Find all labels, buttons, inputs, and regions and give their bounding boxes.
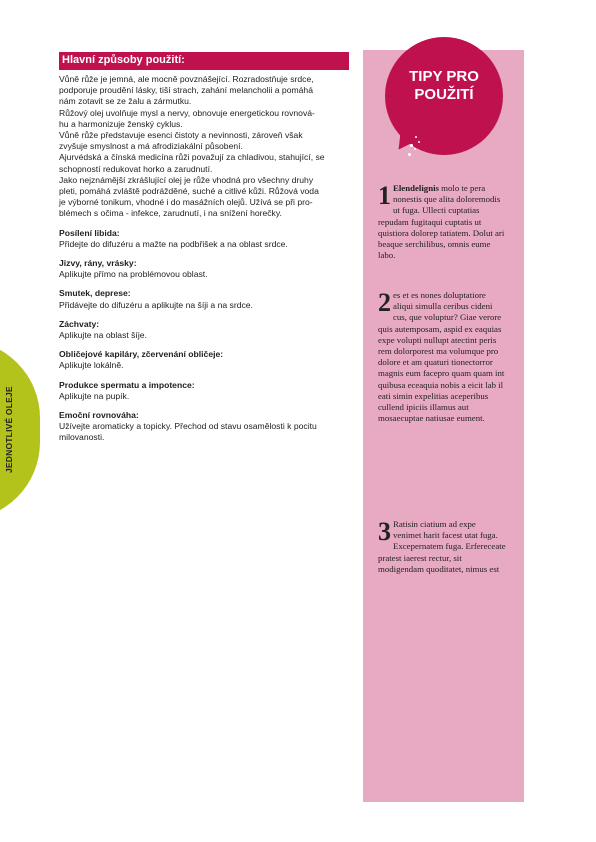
usage-text: Aplikujte na pupík.: [59, 390, 130, 401]
usage-text: Přidejte do difuzéru a mažte na podbřišek a na oblast srdce.: [59, 238, 288, 249]
tip-item: [378, 183, 506, 261]
tips-title-line: TIPY PRO: [409, 68, 479, 85]
usage-heading: Záchvaty:: [59, 318, 100, 329]
intro-line: zvyšuje smyslnost a má afrodiziakální působení.: [59, 141, 243, 152]
intro-line: Růžový olej uvolňuje mysl a nervy, obnovuje energetickou rovnová-: [59, 107, 315, 118]
usage-entry: [59, 410, 349, 444]
usage-entry: [59, 228, 349, 250]
tips-title-line: POUŽITÍ: [414, 86, 474, 103]
usage-heading: Obličejové kapiláry, zčervenání obličeje:: [59, 349, 224, 360]
tips-panel: [363, 50, 524, 802]
sparkle-dot: [418, 141, 420, 143]
usage-text: Aplikujte přímo na problémovou oblast.: [59, 269, 208, 280]
usage-text: Užívejte aromaticky a topicky. Přechod od stavu osamělosti k pocitu milovanosti.: [59, 421, 317, 443]
usage-heading: Jizvy, rány, vrásky:: [59, 258, 137, 269]
tip-item: [378, 519, 506, 575]
usage-heading: Emoční rovnováha:: [59, 410, 139, 421]
sparkle-dot: [410, 144, 413, 147]
tip-text: es et es nones doluptatiore aliqui simulla ceribus cideni cus, que voluptur? Giae verore quis autemposam, aspid ex eaquias expe volupti nullupt atectint peris rem dolorporest ma volumque pro dolore et am quaturi tionectorror magnis eum facepro quam quam int quibusa eceaquia nobis a eicit lab il eati simin expelitias aceperibus cullend ipiciis illamus aut mosaecuptae natiusae eument.: [378, 290, 505, 424]
main-column: [59, 52, 349, 444]
intro-line: podporuje proudění lásky, tiší strach, zahání melancholii a pomáhá: [59, 85, 313, 96]
usage-entry: [59, 349, 349, 371]
intro-line: Vůně růže je jemná, ale mocně povznášející. Rozradostňuje srdce,: [59, 74, 314, 84]
tip-text: Ratisin ciatium ad expe venimet harit facest utat fuga. Excepernatem fuga. Erfereceate pratest iaerest rectur, sit modigendam quoditatet, nimus est: [378, 519, 506, 574]
intro-line: schopností redukovat horko a zarudnutí.: [59, 163, 213, 174]
intro-line: Vůně růže představuje esenci čistoty a nevinnosti, zároveň však: [59, 130, 303, 141]
side-tab-label: JEDNOTLIVÉ OLEJE: [4, 386, 14, 474]
usage-entry: [59, 288, 349, 310]
tip-number: 1: [378, 181, 391, 210]
tip-item: [378, 290, 506, 424]
intro-line: je výborné tonikum, vhodné i do masážních olejů. Užívá se při pro-: [59, 197, 313, 208]
intro-line: Ajurvédská a čínská medicína růži považují za chladivou, stahující, se: [59, 152, 325, 163]
intro-line: nám zotavit se ze žalu a zármutku.: [59, 96, 192, 107]
tip-text: molo te pera nonestis que alita doloremodis ut fuga. Ullecti cuptatias repudam fugitaqui cuptatis ut quistiora dolorep tatiatem. Dolut ari beaque serchilibus, omnis eume labo.: [378, 183, 505, 261]
tips-title: [385, 68, 503, 104]
usage-heading: Smutek, deprese:: [59, 288, 131, 299]
usage-heading: Produkce spermatu a impotence:: [59, 379, 195, 390]
tip-lead: Elendelignis: [393, 183, 439, 193]
intro-line: hu a harmonizuje ženský cyklus.: [59, 118, 183, 129]
usage-entry: [59, 319, 349, 341]
sparkle-dot: [415, 136, 417, 138]
usage-entry: [59, 258, 349, 280]
usage-entry: [59, 380, 349, 402]
intro-text: [59, 74, 349, 220]
intro-line: Jako nejznámější zkrášlující olej je růže vhodná pro všechny druhy: [59, 174, 314, 185]
usage-text: Přidávejte do difuzéru a aplikujte na šíji a na srdce.: [59, 299, 253, 310]
tip-number: 3: [378, 517, 391, 546]
usage-text: Aplikujte na oblast šíje.: [59, 330, 147, 341]
intro-line: blémech s očima - infekce, zarudnutí, i na snížení horečky.: [59, 208, 282, 219]
section-title: Hlavní způsoby použití:: [59, 52, 349, 70]
intro-line: pleti, pomáhá zvláště podrážděné, suché a citlivé kůži. Růžová voda: [59, 186, 319, 197]
sparkle-dot: [414, 148, 416, 150]
tip-number: 2: [378, 288, 391, 317]
sparkle-dots-icon: [406, 136, 422, 158]
sparkle-dot: [408, 153, 411, 156]
usage-text: Aplikujte lokálně.: [59, 360, 124, 371]
usage-heading: Posílení libida:: [59, 227, 120, 238]
